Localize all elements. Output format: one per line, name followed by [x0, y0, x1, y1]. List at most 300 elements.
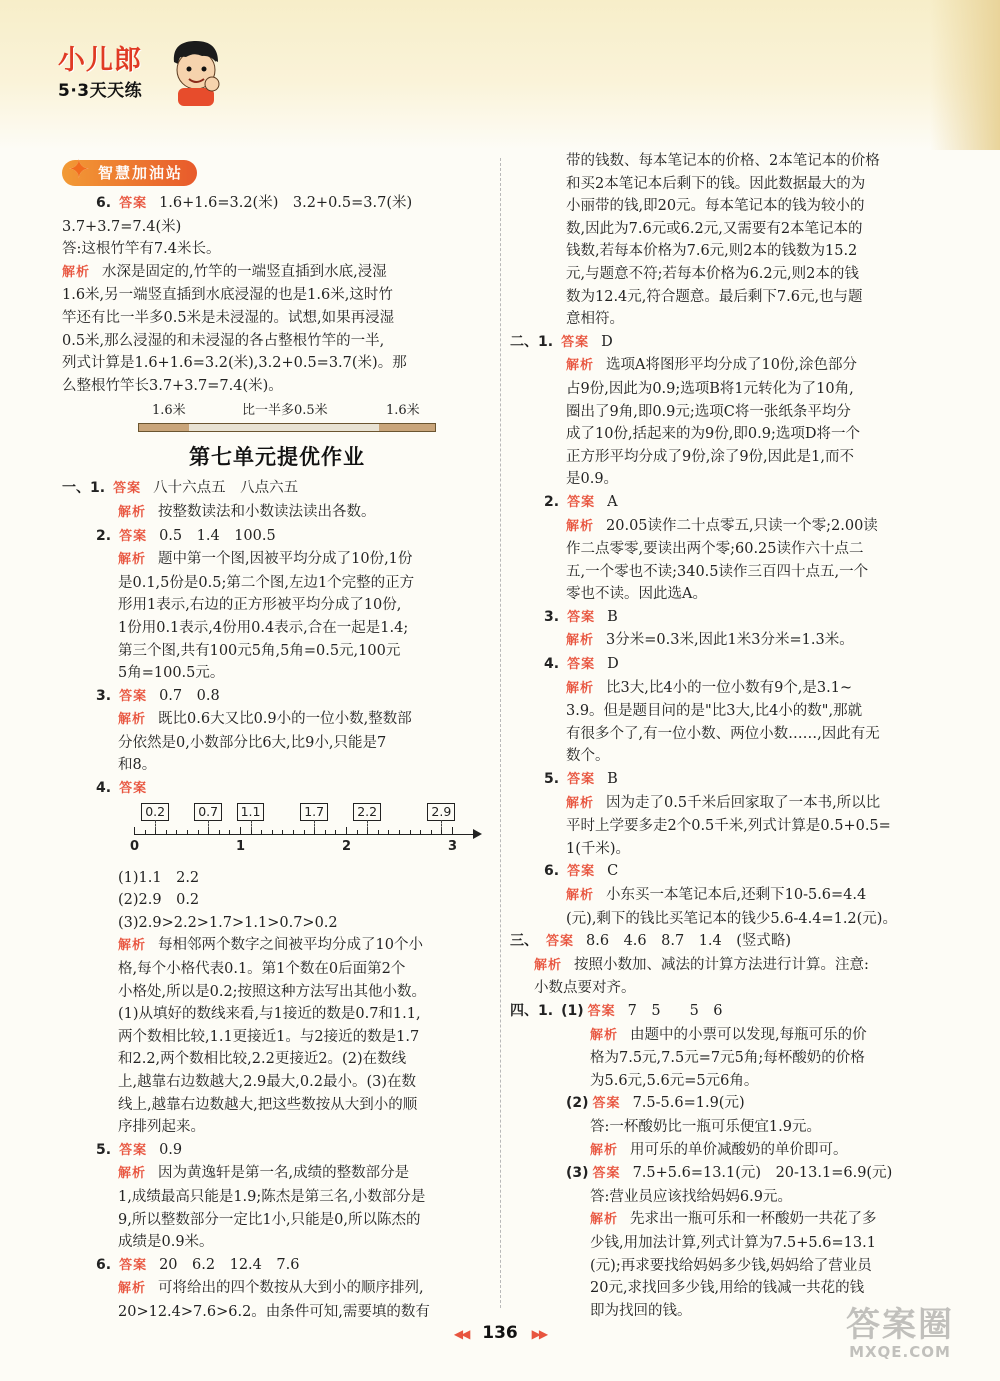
- line-text: 因为黄逸轩是第一名,成绩的整数部分是: [158, 1165, 410, 1182]
- line-text: 7 5 5 6: [627, 1002, 723, 1019]
- answer-tag: 答案: [119, 781, 148, 797]
- number-line-value-box: 1.1: [237, 803, 265, 821]
- text-line: [62, 501, 492, 525]
- line-text: D: [607, 656, 619, 673]
- number-line-label: 3: [448, 838, 458, 854]
- pole-label-right: 1.6米: [386, 403, 420, 419]
- answer-tag: 答案: [567, 494, 596, 510]
- bamboo-pole-diagram: [138, 399, 438, 437]
- line-text: 3分米=0.3米,因此1米3分米=1.3米。: [606, 632, 854, 649]
- line-text: (1)从填好的数线来看,与1接近的数是0.7和1.1,: [118, 1006, 421, 1023]
- line-text: 分依然是0,小数部分比6大,比9小,只能是7: [118, 734, 387, 751]
- line-text: (1)1.1 2.2: [118, 869, 200, 886]
- number-line-pointer: [441, 820, 442, 830]
- pole-label-left: 1.6米: [152, 403, 186, 419]
- text-line: [62, 477, 492, 501]
- line-text: B: [607, 771, 618, 788]
- line-text: 1(千米)。: [566, 840, 631, 857]
- number-line-pointer: [251, 820, 252, 830]
- line-text: 20 6.2 12.4 7.6: [159, 1256, 300, 1273]
- text-line: [62, 662, 492, 685]
- mascot-boy-icon: [166, 38, 224, 108]
- number-line-tick: [208, 830, 209, 835]
- answer-tag: 答案: [119, 1257, 148, 1273]
- text-line: [510, 1255, 940, 1278]
- text-line: [62, 1071, 492, 1094]
- number-line-tick: [282, 830, 283, 835]
- number-line-tick: [335, 830, 336, 835]
- pole-label-middle: 比一半多0.5米: [242, 403, 328, 419]
- analysis-tag: 解析: [534, 957, 563, 973]
- line-text: 和买2本笔记本后剩下的钱。因此数据最大的为: [566, 175, 866, 192]
- text-line: [62, 889, 492, 912]
- line-text: 和2.2,两个数相比较,2.2更接近2。(2)在数线: [118, 1051, 407, 1068]
- analysis-tag: 解析: [566, 358, 595, 374]
- number-line-tick: [155, 830, 156, 835]
- analysis-tag: 解析: [118, 552, 147, 568]
- line-text: (元),剩下的钱比买笔记本的钱少5.6-4.4=1.2(元)。: [566, 910, 897, 927]
- text-line: [510, 1116, 940, 1139]
- number-line-tick: [420, 830, 421, 835]
- text-line: [510, 768, 940, 792]
- answer-tag: 答案: [592, 1096, 621, 1112]
- line-text: 为5.6元,5.6元=5元6角。: [590, 1072, 759, 1089]
- text-line: [510, 838, 940, 861]
- text-line: [510, 1000, 940, 1024]
- text-line: [62, 525, 492, 549]
- line-text: 格,每个小格代表0.1。第1个数在0后面第2个: [118, 961, 406, 978]
- logo-title: 小儿郎: [58, 45, 142, 76]
- question-number: 一、1.: [62, 480, 106, 497]
- text-line: [510, 745, 940, 768]
- text-line: [62, 867, 492, 890]
- question-number: 6.: [96, 195, 112, 211]
- line-text: 带的钱数、每本笔记本的价格、2本笔记本的价格: [566, 153, 880, 169]
- text-line: [62, 572, 492, 595]
- text-line: [510, 308, 940, 331]
- analysis-tag: 解析: [566, 680, 595, 696]
- subquestion-number: (3): [566, 1165, 589, 1182]
- number-line-tick: [378, 830, 379, 835]
- text-line: [510, 884, 940, 908]
- banner-label: 智慧加油站: [98, 164, 184, 182]
- text-line: [62, 192, 492, 216]
- answer-block: [62, 867, 492, 1324]
- line-text: 1,成绩最高只能是1.9;陈杰是第三名,小数部分是: [118, 1188, 426, 1205]
- number-line-tick: [441, 830, 442, 835]
- line-text: (2)2.9 0.2: [118, 892, 200, 909]
- text-line: [510, 240, 940, 263]
- text-line: [510, 606, 940, 630]
- line-text: 五,一个零也不读;340.5读作三百四十点五,一个: [566, 563, 869, 580]
- text-line: [62, 1116, 492, 1139]
- text-line: [510, 423, 940, 446]
- text-line: [510, 1047, 940, 1070]
- line-text: 每相邻两个数字之间被平均分成了10个小: [158, 937, 423, 954]
- line-text: 答:这根竹竿有7.4米长。: [62, 241, 221, 258]
- text-line: [510, 954, 940, 978]
- text-line: [510, 677, 940, 701]
- line-text: 是0.9。: [566, 471, 619, 488]
- line-text: B: [607, 608, 618, 625]
- analysis-tag: 解析: [118, 504, 147, 520]
- text-line: [62, 1209, 492, 1232]
- question-number: 5.: [96, 1141, 112, 1158]
- next-arrow-icon[interactable]: ▶▶: [531, 1327, 547, 1341]
- number-line-tick: [367, 830, 368, 835]
- text-line: [62, 732, 492, 755]
- text-line: [510, 815, 940, 838]
- number-line-tick: [272, 830, 273, 835]
- analysis-tag: 解析: [118, 1166, 147, 1182]
- text-line: [510, 263, 940, 286]
- line-text: 7.5-5.6=1.9(元): [632, 1095, 745, 1112]
- line-text: 1.6+1.6=3.2(米) 3.2+0.5=3.7(米): [159, 195, 413, 211]
- text-line: [510, 629, 940, 653]
- number-line-tick: [346, 827, 347, 835]
- section-title: 第七单元提优作业: [189, 445, 365, 470]
- text-line: [62, 1162, 492, 1186]
- line-text: C: [607, 863, 619, 880]
- line-text: 第三个图,共有100元5角,5角=0.5元,100元: [118, 642, 401, 659]
- brand-logo: [58, 38, 228, 112]
- text-line: [510, 538, 940, 561]
- line-text: 成了10份,括起来的为9份,即0.9;选项D将一个: [566, 426, 860, 443]
- text-line: [510, 1186, 940, 1209]
- text-line: [62, 375, 492, 398]
- line-text: 既比0.6大又比0.9小的一位小数,整数部: [158, 711, 412, 728]
- text-line: [510, 908, 940, 931]
- text-line: [510, 1024, 940, 1048]
- line-text: 1.6米,另一端竖直插到水底浸湿的也是1.6米,这时竹: [62, 287, 393, 304]
- line-text: 比3大,比4小的一位小数有9个,是3.1~: [606, 679, 853, 696]
- analysis-tag: 解析: [118, 938, 147, 954]
- prev-arrow-icon[interactable]: ◀◀: [453, 1327, 469, 1341]
- number-line-tick: [452, 827, 453, 835]
- left-column: [62, 155, 492, 1324]
- section-banner: [62, 155, 197, 186]
- number-line-tick: [388, 830, 389, 835]
- line-text: 1份用0.1表示,4份用0.4表示,合在一起是1.4;: [118, 619, 409, 636]
- answer-tag: 答案: [113, 481, 142, 497]
- number-line-tick: [219, 830, 220, 835]
- text-line: [62, 1026, 492, 1049]
- line-text: 先求出一瓶可乐和一杯酸奶一共花了多: [630, 1211, 877, 1228]
- line-text: 即为找回的钱。: [590, 1302, 692, 1319]
- line-text: 两个数相比较,1.1更接近1。与2接近的数是1.7: [118, 1028, 420, 1045]
- text-line: [62, 1186, 492, 1209]
- answer-block: [62, 192, 492, 397]
- number-line-value-box: 1.7: [300, 803, 328, 821]
- line-text: 平时上学要多走2个0.5千米,列式计算是0.5+0.5=: [566, 818, 891, 835]
- analysis-tag: 解析: [566, 518, 595, 534]
- text-line: [510, 354, 940, 378]
- line-text: D: [601, 333, 613, 350]
- question-number: 4.: [544, 656, 560, 673]
- number-line-tick: [357, 830, 358, 835]
- line-text: 用可乐的单价减酸奶的单价即可。: [630, 1141, 848, 1158]
- answer-tag: 答案: [546, 934, 575, 950]
- text-line: [510, 561, 940, 584]
- line-text: 5角=100.5元。: [118, 665, 225, 682]
- pole-bar: [138, 423, 436, 432]
- line-text: 钱数,若每本价格为7.6元,则2本的钱数为15.2: [566, 243, 858, 260]
- subquestion-number: (1): [561, 1002, 584, 1019]
- question-number: 6.: [544, 863, 560, 880]
- line-text: 序排列起来。: [118, 1119, 205, 1136]
- number-line-pointer: [367, 820, 368, 830]
- text-line: [62, 617, 492, 640]
- text-line: [510, 218, 940, 241]
- number-line-tick: [251, 830, 252, 835]
- text-line: [510, 195, 940, 218]
- answer-tag: 答案: [119, 196, 148, 211]
- text-line: [510, 331, 940, 355]
- line-text: 8.6 4.6 8.7 1.4 (竖式略): [586, 933, 792, 950]
- line-text: 数,因此为7.6元或6.2元,又需要有2本笔记本的: [566, 220, 863, 237]
- question-number: 3.: [96, 687, 112, 704]
- analysis-tag: 解析: [62, 264, 91, 280]
- text-line: [510, 1162, 940, 1186]
- watermark: [820, 1307, 980, 1367]
- text-line: [510, 723, 940, 746]
- text-line: [62, 307, 492, 330]
- number-line-value-box: 0.7: [194, 803, 222, 821]
- text-line: [510, 491, 940, 515]
- text-line: [510, 977, 940, 1000]
- number-line-pointer: [208, 820, 209, 830]
- number-line-tick: [261, 830, 262, 835]
- text-line: [510, 653, 940, 677]
- number-line-tick: [176, 830, 177, 835]
- number-line-label: 1: [236, 838, 246, 854]
- analysis-tag: 解析: [566, 633, 595, 649]
- text-line: [62, 958, 492, 981]
- line-text: 列式计算是1.6+1.6=3.2(米),3.2+0.5=3.7(米)。那: [62, 355, 407, 372]
- answer-tag: 答案: [119, 528, 148, 544]
- analysis-tag: 解析: [566, 888, 595, 903]
- number-line-tick: [240, 827, 241, 835]
- line-text: 是0.1,5份是0.5;第二个图,左边1个完整的正方: [118, 574, 415, 591]
- number-line-tick: [410, 830, 411, 835]
- text-line: [510, 930, 940, 954]
- line-text: 零也不读。因此选A。: [566, 586, 707, 603]
- text-line: [62, 640, 492, 663]
- analysis-tag: 解析: [118, 1281, 147, 1297]
- number-line-diagram: [130, 803, 484, 865]
- analysis-tag: 解析: [590, 1027, 619, 1043]
- text-line: [62, 981, 492, 1004]
- line-text: 9,所以整数部分一定比1小,只能是0,所以陈杰的: [118, 1211, 421, 1228]
- line-text: 7.5+5.6=13.1(元) 20-13.1=6.9(元): [632, 1165, 893, 1182]
- text-line: [62, 754, 492, 777]
- watermark-url: MXQE.COM: [849, 1343, 951, 1361]
- text-line: [62, 1301, 492, 1324]
- answer-tag: 答案: [119, 688, 148, 704]
- text-line: [510, 1208, 940, 1232]
- text-line: [62, 238, 492, 261]
- number-line-tick: [304, 830, 305, 835]
- line-text: 成绩是0.9米。: [118, 1234, 214, 1251]
- analysis-tag: 解析: [590, 1142, 619, 1158]
- question-number: 三、: [510, 933, 538, 950]
- analysis-tag: 解析: [566, 795, 595, 811]
- question-number: 2.: [544, 493, 560, 510]
- number-line-tick: [145, 830, 146, 835]
- number-line-label: 2: [342, 838, 352, 854]
- line-text: 么整根竹竿长3.7+3.7=7.4(米)。: [62, 377, 283, 394]
- line-text: 因为走了0.5千米后回家取了一本书,所以比: [606, 794, 881, 811]
- page-number: 136: [482, 1323, 518, 1343]
- line-text: 20元,求找回多少钱,用给的钱减一共花的钱: [590, 1280, 865, 1297]
- question-number: 2.: [96, 527, 112, 544]
- line-text: 小数点要对齐。: [534, 980, 636, 997]
- text-line: [510, 1139, 940, 1163]
- line-text: 意相符。: [566, 311, 624, 328]
- answer-tag: 答案: [567, 657, 596, 673]
- number-line-tick: [134, 827, 135, 835]
- number-line-tick: [325, 830, 326, 835]
- line-text: 小格处,所以是0.2;按照这种方法写出其他小数。: [118, 983, 427, 1000]
- answer-tag: 答案: [592, 1166, 621, 1182]
- answer-tag: 答案: [561, 334, 590, 350]
- text-line: [62, 1277, 492, 1301]
- line-text: 形用1表示,右边的正方形被平均分成了10份,: [118, 597, 402, 614]
- line-text: 有很多个了,有一位小数、两位小数……,因此有无: [566, 725, 880, 742]
- text-line: [62, 1048, 492, 1071]
- line-text: 水深是固定的,竹竿的一端竖直插到水底,浸湿: [102, 263, 387, 280]
- line-text: (元);再求要找给妈妈多少钱,妈妈给了营业员: [590, 1257, 872, 1274]
- question-number: 二、1.: [510, 333, 554, 350]
- star-icon: ✦: [68, 155, 92, 185]
- answer-block: [62, 477, 492, 800]
- text-line: [510, 515, 940, 539]
- number-line-tick: [229, 830, 230, 835]
- line-text: 少钱,用加法计算,列式计算为7.5+5.6=13.1: [590, 1234, 876, 1251]
- line-text: 按照小数加、减法的计算方法进行计算。注意:: [574, 956, 869, 973]
- line-text: A: [607, 493, 618, 510]
- answer-block: [510, 150, 940, 1322]
- text-line: [510, 1277, 940, 1300]
- answer-tag: 答案: [567, 772, 596, 788]
- number-line-tick: [166, 830, 167, 835]
- line-text: 答:一杯酸奶比一瓶可乐便宜1.9元。: [590, 1118, 821, 1135]
- text-line: [62, 1139, 492, 1163]
- text-line: [62, 1003, 492, 1026]
- text-line: [510, 446, 940, 469]
- line-text: 0.5米,那么浸湿的和未浸湿的各占整根竹竿的一半,: [62, 332, 385, 349]
- line-text: 由题中的小票可以发现,每瓶可乐的价: [630, 1026, 867, 1043]
- line-text: 竿还有比一半多0.5米是未浸湿的。试想,如果再浸湿: [62, 309, 395, 326]
- number-line-tick: [431, 830, 432, 835]
- answer-tag: 答案: [587, 1003, 616, 1019]
- line-text: 作二点零零,要读出两个零;60.25读作六十点二: [566, 541, 864, 558]
- answer-tag: 答案: [567, 864, 596, 880]
- number-line-label: 0: [130, 838, 140, 854]
- number-line-pointer: [314, 820, 315, 830]
- line-text: 小丽带的钱,即20元。每本笔记本的钱为较小的: [566, 198, 865, 215]
- question-number: 5.: [544, 771, 560, 788]
- line-text: 答:营业员应该找给妈妈6.9元。: [590, 1188, 792, 1205]
- line-text: 小东买一本笔记本后,还剩下10-5.6=4.4: [606, 887, 867, 903]
- text-line: [62, 330, 492, 353]
- line-text: 圈出了9角,即0.9元;选项C将一张纸条平均分: [566, 403, 851, 420]
- text-line: [62, 685, 492, 709]
- line-text: 可将给出的四个数按从大到小的顺序排列,: [158, 1280, 424, 1297]
- text-line: [510, 1070, 940, 1093]
- number-line-tick: [198, 830, 199, 835]
- line-text: 3.9。但是题目问的是"比3大,比4小的数",那就: [566, 703, 863, 720]
- number-line-pointer: [155, 820, 156, 830]
- text-line: [62, 352, 492, 375]
- line-text: 上,越靠右边数越大,2.9最大,0.2最小。(3)在数: [118, 1074, 416, 1090]
- text-line: [510, 401, 940, 424]
- text-line: [510, 150, 940, 173]
- text-line: [510, 583, 940, 606]
- line-text: 正方形平均分成了9份,涂了9份,因此是1,而不: [566, 448, 855, 465]
- text-line: [510, 286, 940, 309]
- question-number: 四、1.: [510, 1002, 554, 1019]
- text-line: [510, 378, 940, 401]
- question-number: 4.: [96, 780, 112, 797]
- text-line: [510, 173, 940, 196]
- line-text: 元,与题意不符;若每本价格为6.2元,则2本的钱: [566, 265, 859, 282]
- line-text: 0.5 1.4 100.5: [159, 527, 276, 544]
- text-line: [510, 1232, 940, 1255]
- line-text: 八十六点五 八点六五: [153, 480, 299, 497]
- line-text: 按整数读法和小数读法读出各数。: [158, 503, 376, 520]
- logo-subtitle: 5·3天天练: [58, 81, 143, 101]
- text-line: [62, 594, 492, 617]
- line-text: 题中第一个图,因被平均分成了10份,1份: [158, 551, 413, 568]
- number-line-tick: [187, 830, 188, 835]
- line-text: 3.7+3.7=7.4(米): [62, 218, 182, 235]
- line-text: 格为7.5元,7.5元=7元5角;每杯酸奶的价格: [590, 1050, 865, 1067]
- number-line-tick: [293, 830, 294, 835]
- text-line: [62, 284, 492, 307]
- number-line-tick: [399, 830, 400, 835]
- text-line: [62, 216, 492, 239]
- number-line-value-box: 0.2: [141, 803, 169, 821]
- text-line: [510, 860, 940, 884]
- text-line: [62, 1254, 492, 1278]
- analysis-tag: 解析: [118, 712, 147, 728]
- number-line-tick: [314, 830, 315, 835]
- watermark-title: 答案圈: [846, 1305, 954, 1345]
- line-text: 和8。: [118, 757, 157, 774]
- analysis-tag: 解析: [590, 1212, 619, 1228]
- line-text: 20.05读作二十点零五,只读一个零;2.00读: [606, 517, 878, 534]
- text-line: [510, 792, 940, 816]
- right-column: [510, 150, 940, 1322]
- text-line: [62, 1094, 492, 1117]
- text-line: [62, 708, 492, 732]
- line-text: 0.7 0.8: [159, 687, 220, 704]
- line-text: 0.9: [159, 1141, 183, 1158]
- column-divider: [500, 158, 501, 1308]
- answer-tag: 答案: [567, 609, 596, 625]
- text-line: [510, 1092, 940, 1116]
- text-line: [62, 548, 492, 572]
- line-text: 数为12.4元,符合题意。最后剩下7.6元,也与题: [566, 288, 863, 305]
- line-text: 20>12.4>7.6>6.2。由条件可知,需要填的数有: [118, 1303, 430, 1320]
- line-text: 选项A将图形平均分成了10份,涂色部分: [606, 357, 858, 374]
- text-line: [62, 777, 492, 801]
- text-line: [62, 934, 492, 958]
- line-text: 数个。: [566, 748, 610, 765]
- number-line-value-box: 2.2: [353, 803, 381, 821]
- question-number: 3.: [544, 608, 560, 625]
